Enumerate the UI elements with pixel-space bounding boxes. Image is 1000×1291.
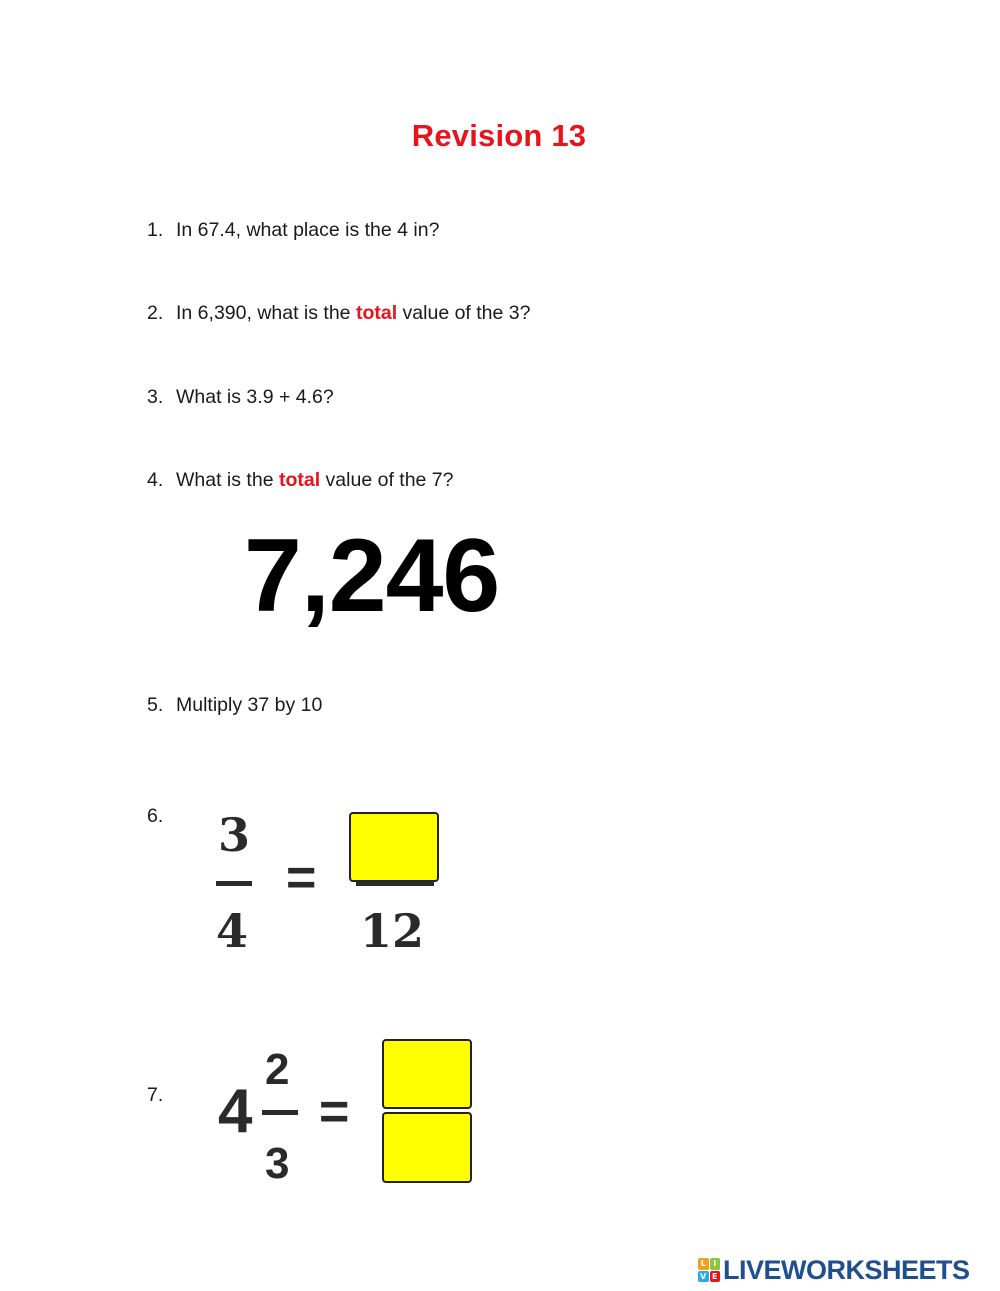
whole-number: 4 bbox=[218, 1077, 253, 1146]
question-number: 2. bbox=[147, 302, 164, 324]
question-text-end: value of the 7? bbox=[320, 469, 454, 491]
question-3 bbox=[147, 386, 334, 409]
logo-letter: I bbox=[710, 1258, 721, 1270]
question-2 bbox=[147, 302, 530, 325]
logo-letter: L bbox=[698, 1258, 709, 1270]
question-4 bbox=[147, 469, 454, 492]
answer-box-numerator[interactable] bbox=[349, 812, 439, 882]
question-1 bbox=[147, 219, 439, 242]
question-text-start: In 6,390, what is the bbox=[176, 302, 356, 324]
question-text: In 67.4, what place is the 4 in? bbox=[176, 219, 440, 241]
question-text: What is 3.9 + 4.6? bbox=[176, 386, 334, 408]
fraction-numerator: 3 bbox=[218, 808, 251, 862]
answer-box-numerator[interactable] bbox=[382, 1039, 472, 1109]
fraction-bar bbox=[216, 881, 252, 886]
question-number: 3. bbox=[147, 386, 164, 408]
equals-sign: = bbox=[286, 849, 317, 907]
question-number: 5. bbox=[147, 694, 164, 716]
answer-box-denominator[interactable] bbox=[382, 1112, 472, 1183]
question-number: 4. bbox=[147, 469, 164, 491]
mixed-fraction-denominator: 3 bbox=[265, 1139, 290, 1188]
fraction-bar bbox=[262, 1110, 298, 1115]
brand-text: LIVEWORKSHEETS bbox=[723, 1254, 970, 1285]
logo-letter: V bbox=[698, 1271, 709, 1283]
question-text-start: What is the bbox=[176, 469, 279, 491]
question-number: 1. bbox=[147, 219, 164, 241]
equals-sign: = bbox=[319, 1083, 350, 1141]
answer-denominator: 12 bbox=[360, 904, 425, 958]
logo-letter: E bbox=[710, 1271, 721, 1283]
question-6-number: 6. bbox=[147, 805, 164, 827]
liveworksheets-logo-icon bbox=[698, 1258, 720, 1282]
liveworksheets-brand bbox=[698, 1256, 970, 1284]
large-number-figure: 7,246 bbox=[244, 518, 500, 634]
mixed-fraction-numerator: 2 bbox=[265, 1045, 290, 1094]
page-title: Revision 13 bbox=[411, 118, 587, 153]
fraction-denominator: 4 bbox=[216, 904, 249, 958]
question-7-number: 7. bbox=[147, 1084, 164, 1106]
fraction-bar bbox=[356, 881, 434, 886]
question-text-end: value of the 3? bbox=[397, 302, 531, 324]
highlight-word: total bbox=[278, 469, 321, 491]
question-5 bbox=[147, 694, 322, 717]
highlight-word: total bbox=[355, 302, 398, 324]
question-text: Multiply 37 by 10 bbox=[176, 694, 323, 716]
